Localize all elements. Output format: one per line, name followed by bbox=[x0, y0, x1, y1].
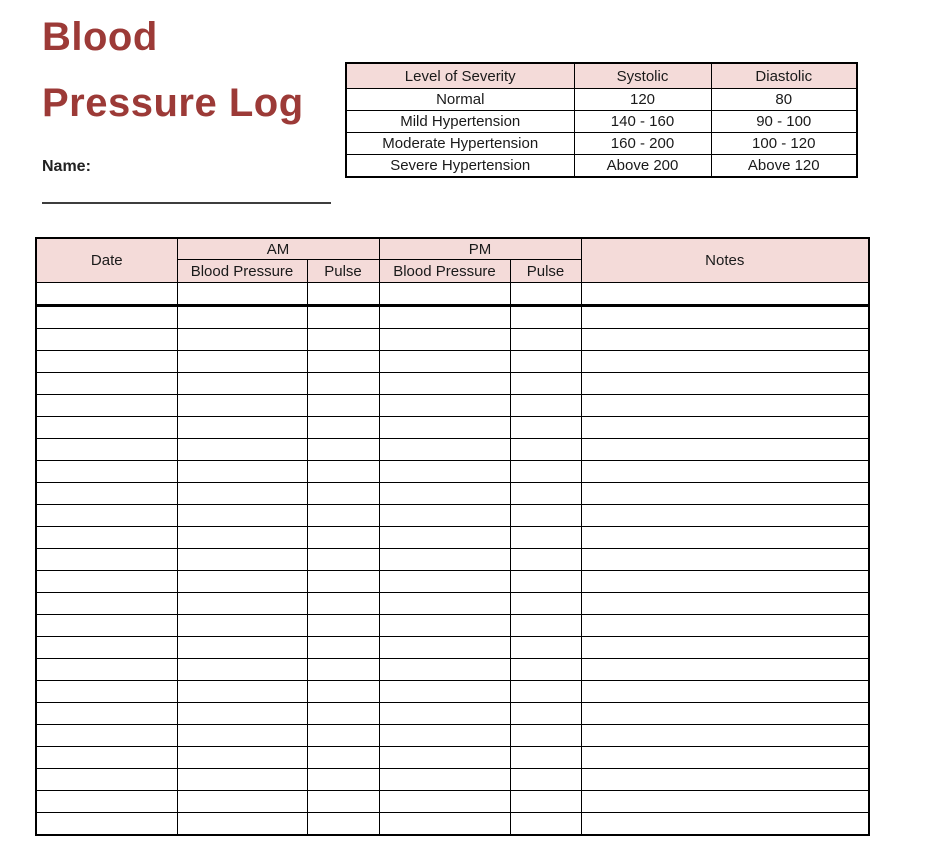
log-cell-empty bbox=[581, 395, 869, 417]
log-cell-empty bbox=[379, 769, 510, 791]
log-cell-empty bbox=[510, 615, 581, 637]
log-cell-empty bbox=[510, 593, 581, 615]
log-cell-empty bbox=[379, 306, 510, 329]
log-cell-empty bbox=[36, 813, 177, 836]
log-cell-empty bbox=[177, 747, 307, 769]
log-header-pm: PM bbox=[379, 238, 581, 260]
log-cell-empty bbox=[307, 483, 379, 505]
log-cell-empty bbox=[379, 527, 510, 549]
log-cell-empty bbox=[379, 725, 510, 747]
log-cell-empty bbox=[510, 681, 581, 703]
log-cell-empty bbox=[581, 549, 869, 571]
severity-header-diastolic: Diastolic bbox=[711, 63, 857, 89]
log-row bbox=[36, 549, 869, 571]
log-row bbox=[36, 593, 869, 615]
log-row bbox=[36, 703, 869, 725]
log-cell-empty bbox=[177, 681, 307, 703]
log-cell-empty bbox=[581, 813, 869, 836]
log-header-row-1 bbox=[36, 238, 869, 260]
severity-cell: 120 bbox=[574, 89, 711, 111]
log-cell-empty bbox=[36, 681, 177, 703]
log-cell-empty bbox=[379, 505, 510, 527]
log-cell-empty bbox=[379, 571, 510, 593]
log-row bbox=[36, 306, 869, 329]
log-cell-empty bbox=[177, 637, 307, 659]
log-row bbox=[36, 483, 869, 505]
log-cell-empty bbox=[510, 373, 581, 395]
log-cell-empty bbox=[307, 417, 379, 439]
log-cell-empty bbox=[510, 659, 581, 681]
log-cell-empty bbox=[36, 791, 177, 813]
severity-header-systolic: Systolic bbox=[574, 63, 711, 89]
log-cell-empty bbox=[379, 703, 510, 725]
log-cell-empty bbox=[581, 725, 869, 747]
log-cell-empty bbox=[307, 549, 379, 571]
name-label: Name: bbox=[42, 158, 91, 175]
log-cell-empty bbox=[36, 703, 177, 725]
log-cell-empty bbox=[307, 461, 379, 483]
log-cell-empty bbox=[510, 769, 581, 791]
log-cell-empty bbox=[510, 417, 581, 439]
severity-cell: Above 200 bbox=[574, 155, 711, 178]
log-cell-empty bbox=[581, 593, 869, 615]
log-cell-empty bbox=[307, 637, 379, 659]
log-cell-empty bbox=[581, 373, 869, 395]
log-cell-empty bbox=[36, 483, 177, 505]
log-cell-empty bbox=[510, 483, 581, 505]
log-cell-empty bbox=[379, 373, 510, 395]
log-cell-empty bbox=[379, 283, 510, 306]
severity-cell: Normal bbox=[346, 89, 574, 111]
log-header-pm-blood-pressure: Blood Pressure bbox=[379, 260, 510, 283]
log-cell-empty bbox=[307, 571, 379, 593]
log-cell-empty bbox=[581, 681, 869, 703]
log-cell-empty bbox=[379, 593, 510, 615]
log-cell-empty bbox=[307, 791, 379, 813]
log-row bbox=[36, 439, 869, 461]
severity-row bbox=[346, 133, 857, 155]
log-cell-empty bbox=[36, 417, 177, 439]
log-cell-empty bbox=[581, 615, 869, 637]
log-cell-empty bbox=[379, 417, 510, 439]
log-cell-empty bbox=[36, 571, 177, 593]
log-cell-empty bbox=[177, 593, 307, 615]
log-cell-empty bbox=[36, 747, 177, 769]
log-cell-empty bbox=[581, 505, 869, 527]
log-row bbox=[36, 813, 869, 836]
log-cell-empty bbox=[177, 813, 307, 836]
log-cell-empty bbox=[177, 549, 307, 571]
log-row bbox=[36, 329, 869, 351]
log-cell-empty bbox=[307, 395, 379, 417]
log-row bbox=[36, 373, 869, 395]
log-row bbox=[36, 417, 869, 439]
log-cell-empty bbox=[36, 283, 177, 306]
log-cell-empty bbox=[36, 351, 177, 373]
log-row bbox=[36, 527, 869, 549]
log-cell-empty bbox=[581, 703, 869, 725]
log-row bbox=[36, 747, 869, 769]
log-cell-empty bbox=[307, 527, 379, 549]
log-cell-empty bbox=[177, 769, 307, 791]
log-cell-empty bbox=[379, 747, 510, 769]
severity-table-body bbox=[346, 89, 857, 178]
severity-cell: Severe Hypertension bbox=[346, 155, 574, 178]
log-row bbox=[36, 571, 869, 593]
log-cell-empty bbox=[177, 306, 307, 329]
page-title bbox=[42, 4, 304, 136]
log-cell-empty bbox=[510, 527, 581, 549]
log-cell-empty bbox=[36, 439, 177, 461]
log-cell-empty bbox=[379, 615, 510, 637]
log-cell-empty bbox=[379, 637, 510, 659]
log-cell-empty bbox=[379, 659, 510, 681]
log-cell-empty bbox=[379, 549, 510, 571]
log-cell-empty bbox=[581, 417, 869, 439]
log-row bbox=[36, 791, 869, 813]
log-header-pm-pulse: Pulse bbox=[510, 260, 581, 283]
log-cell-empty bbox=[36, 637, 177, 659]
log-cell-empty bbox=[510, 283, 581, 306]
log-cell-empty bbox=[177, 461, 307, 483]
log-cell-empty bbox=[510, 637, 581, 659]
log-cell-empty bbox=[510, 329, 581, 351]
log-cell-empty bbox=[307, 373, 379, 395]
log-cell-empty bbox=[581, 329, 869, 351]
log-cell-empty bbox=[177, 351, 307, 373]
log-cell-empty bbox=[379, 681, 510, 703]
log-cell-empty bbox=[581, 747, 869, 769]
severity-cell: 80 bbox=[711, 89, 857, 111]
log-cell-empty bbox=[36, 615, 177, 637]
log-row bbox=[36, 615, 869, 637]
severity-cell: 90 - 100 bbox=[711, 111, 857, 133]
log-cell-empty bbox=[379, 461, 510, 483]
severity-cell: 100 - 120 bbox=[711, 133, 857, 155]
log-cell-empty bbox=[581, 637, 869, 659]
log-cell-empty bbox=[177, 483, 307, 505]
log-cell-empty bbox=[379, 439, 510, 461]
log-cell-empty bbox=[307, 306, 379, 329]
log-cell-empty bbox=[379, 813, 510, 836]
log-cell-empty bbox=[307, 813, 379, 836]
log-table-body bbox=[36, 283, 869, 836]
log-cell-empty bbox=[307, 615, 379, 637]
log-cell-empty bbox=[307, 505, 379, 527]
log-cell-empty bbox=[510, 395, 581, 417]
page-title-line-2: Pressure Log bbox=[42, 81, 304, 125]
log-cell-empty bbox=[36, 769, 177, 791]
log-cell-empty bbox=[36, 659, 177, 681]
log-cell-empty bbox=[581, 791, 869, 813]
log-cell-empty bbox=[510, 747, 581, 769]
log-cell-empty bbox=[177, 659, 307, 681]
log-cell-empty bbox=[177, 527, 307, 549]
log-header-am: AM bbox=[177, 238, 379, 260]
severity-cell: Moderate Hypertension bbox=[346, 133, 574, 155]
log-cell-empty bbox=[581, 351, 869, 373]
log-cell-empty bbox=[36, 549, 177, 571]
log-cell-empty bbox=[36, 593, 177, 615]
log-cell-empty bbox=[510, 505, 581, 527]
log-cell-empty bbox=[510, 791, 581, 813]
log-row bbox=[36, 505, 869, 527]
log-cell-empty bbox=[36, 306, 177, 329]
log-cell-empty bbox=[36, 725, 177, 747]
log-cell-empty bbox=[510, 549, 581, 571]
log-cell-empty bbox=[510, 461, 581, 483]
log-table bbox=[35, 237, 870, 836]
severity-row bbox=[346, 111, 857, 133]
log-cell-empty bbox=[510, 571, 581, 593]
log-cell-empty bbox=[379, 329, 510, 351]
log-cell-empty bbox=[36, 329, 177, 351]
log-cell-empty bbox=[307, 769, 379, 791]
log-cell-empty bbox=[510, 306, 581, 329]
log-cell-empty bbox=[307, 725, 379, 747]
log-cell-empty bbox=[510, 439, 581, 461]
log-cell-empty bbox=[307, 747, 379, 769]
log-cell-empty bbox=[307, 659, 379, 681]
severity-row bbox=[346, 155, 857, 178]
log-cell-empty bbox=[307, 681, 379, 703]
log-cell-empty bbox=[581, 527, 869, 549]
severity-cell: Mild Hypertension bbox=[346, 111, 574, 133]
log-cell-empty bbox=[177, 505, 307, 527]
log-header-am-blood-pressure: Blood Pressure bbox=[177, 260, 307, 283]
log-cell-empty bbox=[307, 703, 379, 725]
log-cell-empty bbox=[379, 791, 510, 813]
log-cell-empty bbox=[379, 395, 510, 417]
log-cell-empty bbox=[379, 483, 510, 505]
severity-table bbox=[345, 62, 858, 178]
log-cell-empty bbox=[307, 283, 379, 306]
log-cell-empty bbox=[177, 725, 307, 747]
severity-cell: 160 - 200 bbox=[574, 133, 711, 155]
log-cell-empty bbox=[36, 373, 177, 395]
log-row bbox=[36, 637, 869, 659]
log-cell-empty bbox=[177, 283, 307, 306]
log-cell-empty bbox=[581, 283, 869, 306]
log-cell-empty bbox=[177, 417, 307, 439]
severity-row bbox=[346, 89, 857, 111]
log-cell-empty bbox=[177, 703, 307, 725]
log-row bbox=[36, 283, 869, 306]
log-header-notes: Notes bbox=[581, 238, 869, 283]
log-row bbox=[36, 681, 869, 703]
log-row bbox=[36, 659, 869, 681]
log-cell-empty bbox=[177, 373, 307, 395]
severity-cell: Above 120 bbox=[711, 155, 857, 178]
log-header-am-pulse: Pulse bbox=[307, 260, 379, 283]
log-cell-empty bbox=[36, 395, 177, 417]
log-cell-empty bbox=[307, 439, 379, 461]
log-cell-empty bbox=[581, 769, 869, 791]
log-cell-empty bbox=[177, 571, 307, 593]
name-fill-line bbox=[42, 186, 331, 204]
log-cell-empty bbox=[581, 461, 869, 483]
log-cell-empty bbox=[581, 659, 869, 681]
severity-header-row bbox=[346, 63, 857, 89]
log-cell-empty bbox=[581, 483, 869, 505]
page-title-line-1: Blood bbox=[42, 15, 158, 59]
log-cell-empty bbox=[510, 703, 581, 725]
log-row bbox=[36, 725, 869, 747]
log-cell-empty bbox=[510, 351, 581, 373]
log-row bbox=[36, 351, 869, 373]
log-cell-empty bbox=[581, 306, 869, 329]
log-cell-empty bbox=[36, 461, 177, 483]
log-cell-empty bbox=[581, 571, 869, 593]
log-cell-empty bbox=[177, 791, 307, 813]
log-cell-empty bbox=[581, 439, 869, 461]
log-cell-empty bbox=[36, 527, 177, 549]
severity-header-level: Level of Severity bbox=[346, 63, 574, 89]
log-cell-empty bbox=[307, 351, 379, 373]
log-row bbox=[36, 395, 869, 417]
log-cell-empty bbox=[510, 813, 581, 836]
log-cell-empty bbox=[177, 439, 307, 461]
log-header-date: Date bbox=[36, 238, 177, 283]
log-cell-empty bbox=[379, 351, 510, 373]
log-cell-empty bbox=[307, 329, 379, 351]
log-cell-empty bbox=[307, 593, 379, 615]
log-cell-empty bbox=[177, 329, 307, 351]
log-cell-empty bbox=[177, 615, 307, 637]
log-row bbox=[36, 769, 869, 791]
log-cell-empty bbox=[36, 505, 177, 527]
log-row bbox=[36, 461, 869, 483]
log-cell-empty bbox=[177, 395, 307, 417]
log-cell-empty bbox=[510, 725, 581, 747]
severity-cell: 140 - 160 bbox=[574, 111, 711, 133]
